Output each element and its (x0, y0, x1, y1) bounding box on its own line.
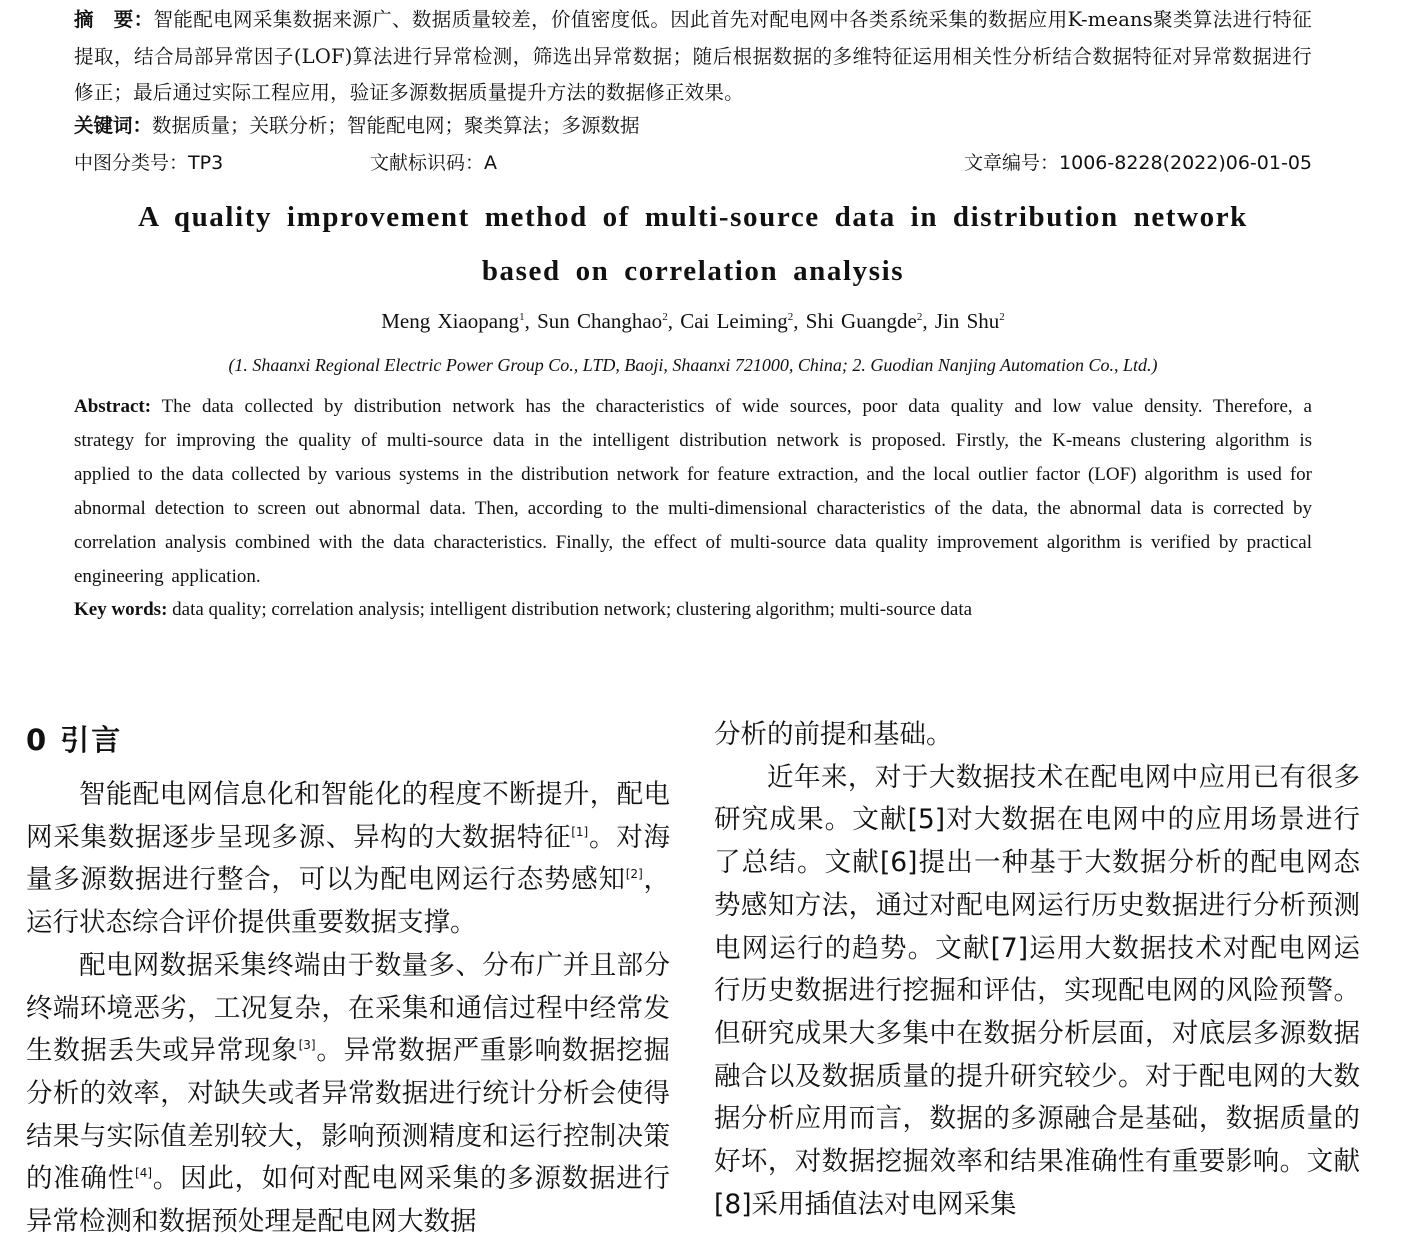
body-paragraph (26, 945, 670, 1244)
body-text: 配电网数据采集终端由于数量多、分布广并且部分终端环境恶劣，工况复杂，在采集和通信过程中经常发生数据丢失或异常现象 (26, 949, 670, 1067)
abstract-en-label: Abstract: (74, 396, 152, 417)
body-left-column (26, 774, 670, 1244)
keywords-cn-text: 数据质量；关联分析；智能配电网；聚类算法；多源数据 (152, 114, 640, 137)
body-text: 智能配电网信息化和智能化的程度不断提升，配电网采集数据逐步呈现多源、异构的大数据特征 (26, 779, 670, 853)
author-name: Meng Xiaopang (381, 309, 520, 333)
author-name: Sun Changhao (537, 309, 663, 333)
article-number: 文章编号：1006-8228(2022)06-01-05 (964, 152, 1312, 174)
author-affiliation-mark: 2 (787, 311, 794, 323)
author-list: Meng Xiaopang$^1$, Sun Changhao$^2$, Cai Leiming$^2$, Shi Guangde$^2$, Jin Shu$^2$ (381, 309, 1005, 333)
section-heading: 0 引言 (26, 723, 123, 757)
body-text: ，运行状态综合评价提供重要数据支撑。 (26, 864, 671, 939)
citation-ref: [3] (298, 1038, 316, 1053)
abstract-en-text: The data collected by distribution network has the characteristics of wide sources, poor data quality and low value density. Therefore, a strategy for improving the quality of multi-source data in the intelligent distribution network is proposed. Firstly, the K-means clustering algorithm is applied to the data collected by various systems in the distribution network for feature extraction, and the local outlier factor (LOF) algorithm is used for abnormal detection to screen out abnormal data. Then, according to the multi-dimensional characteristics of the data, the abnormal data is corrected by correlation analysis combined with the data characteristics. Finally, the effect of multi-source data quality improvement algorithm is verified by practical engineering application. (74, 396, 1312, 587)
author-name: Jin Shu (934, 309, 1000, 333)
citation-ref: [4] (135, 1166, 153, 1181)
author-name: Cai Leiming (680, 309, 788, 333)
body-paragraph: 近年来，对于大数据技术在配电网中应用已有很多研究成果。文献[5]对大数据在电网中的应用场景进行了总结。文献[6]提出一种基于大数据分析的配电网态势感知方法，通过对配电网运行历史数据进行分析预测电网运行的趋势。文献[7]运用大数据技术对配电网运行历史数据进行挖掘和评估，实现配电网的风险预警。但研究成果大多集中在数据分析层面，对底层多源数据融合以及数据质量的提升研究较少。对于配电网的大数据分析应用而言，数据的多源融合是基础，数据质量的好坏，对数据挖掘效率和结果准确性有重要影响。文献[8]采用插值法对电网采集 (714, 761, 1360, 1220)
author-affiliation-mark: 2 (662, 311, 668, 323)
citation-ref: [1] (571, 824, 589, 839)
author-affiliation-mark: 1 (519, 311, 525, 323)
english-title-line1: A quality improvement method of multi-source data in distribution network (138, 201, 1248, 233)
document-code: 文献标识码：A (370, 152, 497, 174)
body-paragraph-continued: 分析的前提和基础。 (714, 719, 953, 750)
abstract-cn (74, 2, 1312, 112)
keywords-en-label: Key words: (74, 599, 168, 620)
keywords-en-text: data quality; correlation analysis; intelligent distribution network; clustering algorithm; multi-source data (172, 599, 973, 620)
english-title-line2: based on correlation analysis (481, 255, 905, 287)
body-paragraph (26, 774, 670, 945)
author-affiliation-mark: 2 (999, 311, 1005, 323)
body-text: 。因此，如何对配电网采集的多源数据进行异常检测和数据预处理是配电网大数据 (26, 1163, 671, 1238)
body-right-column (714, 714, 1360, 1226)
affiliation: (1. Shaanxi Regional Electric Power Group Co., LTD, Baoji, Shaanxi 721000, China; 2. Guodian Nanjing Automation Co., Ltd.) (228, 355, 1158, 375)
clc-number: 中图分类号：TP3 (74, 152, 224, 174)
keywords-en (74, 593, 1312, 627)
author-affiliation-mark: 2 (916, 311, 923, 323)
body-text: 。异常数据严重影响数据挖掘分析的效率，对缺失或者异常数据进行统计分析会使得结果与实际值差别较大，影响预测精度和运行控制决策的准确性 (26, 1035, 671, 1195)
classification-row (74, 146, 1312, 180)
author-name: Shi Guangde (805, 309, 917, 333)
abstract-cn-text: 智能配电网采集数据来源广、数据质量较差，价值密度低。因此首先对配电网中各类系统采集的数据应用K-means聚类算法进行特征提取，结合局部异常因子(LOF)算法进行异常检测，筛选出异常数据；随后根据数据的多维特征运用相关性分析结合数据特征对异常数据进行修正；最后通过实际工程应用，验证多源数据质量提升方法的数据修正效果。 (74, 8, 1312, 104)
english-title (74, 190, 1312, 298)
abstract-cn-label: 摘 要： (74, 8, 154, 31)
citation-ref: [2] (625, 867, 643, 882)
keywords-cn (74, 108, 1312, 144)
body-text: 。对海量多源数据进行整合，可以为配电网运行态势感知 (26, 821, 671, 896)
keywords-cn-label: 关键词： (74, 114, 153, 137)
abstract-en (74, 390, 1312, 594)
